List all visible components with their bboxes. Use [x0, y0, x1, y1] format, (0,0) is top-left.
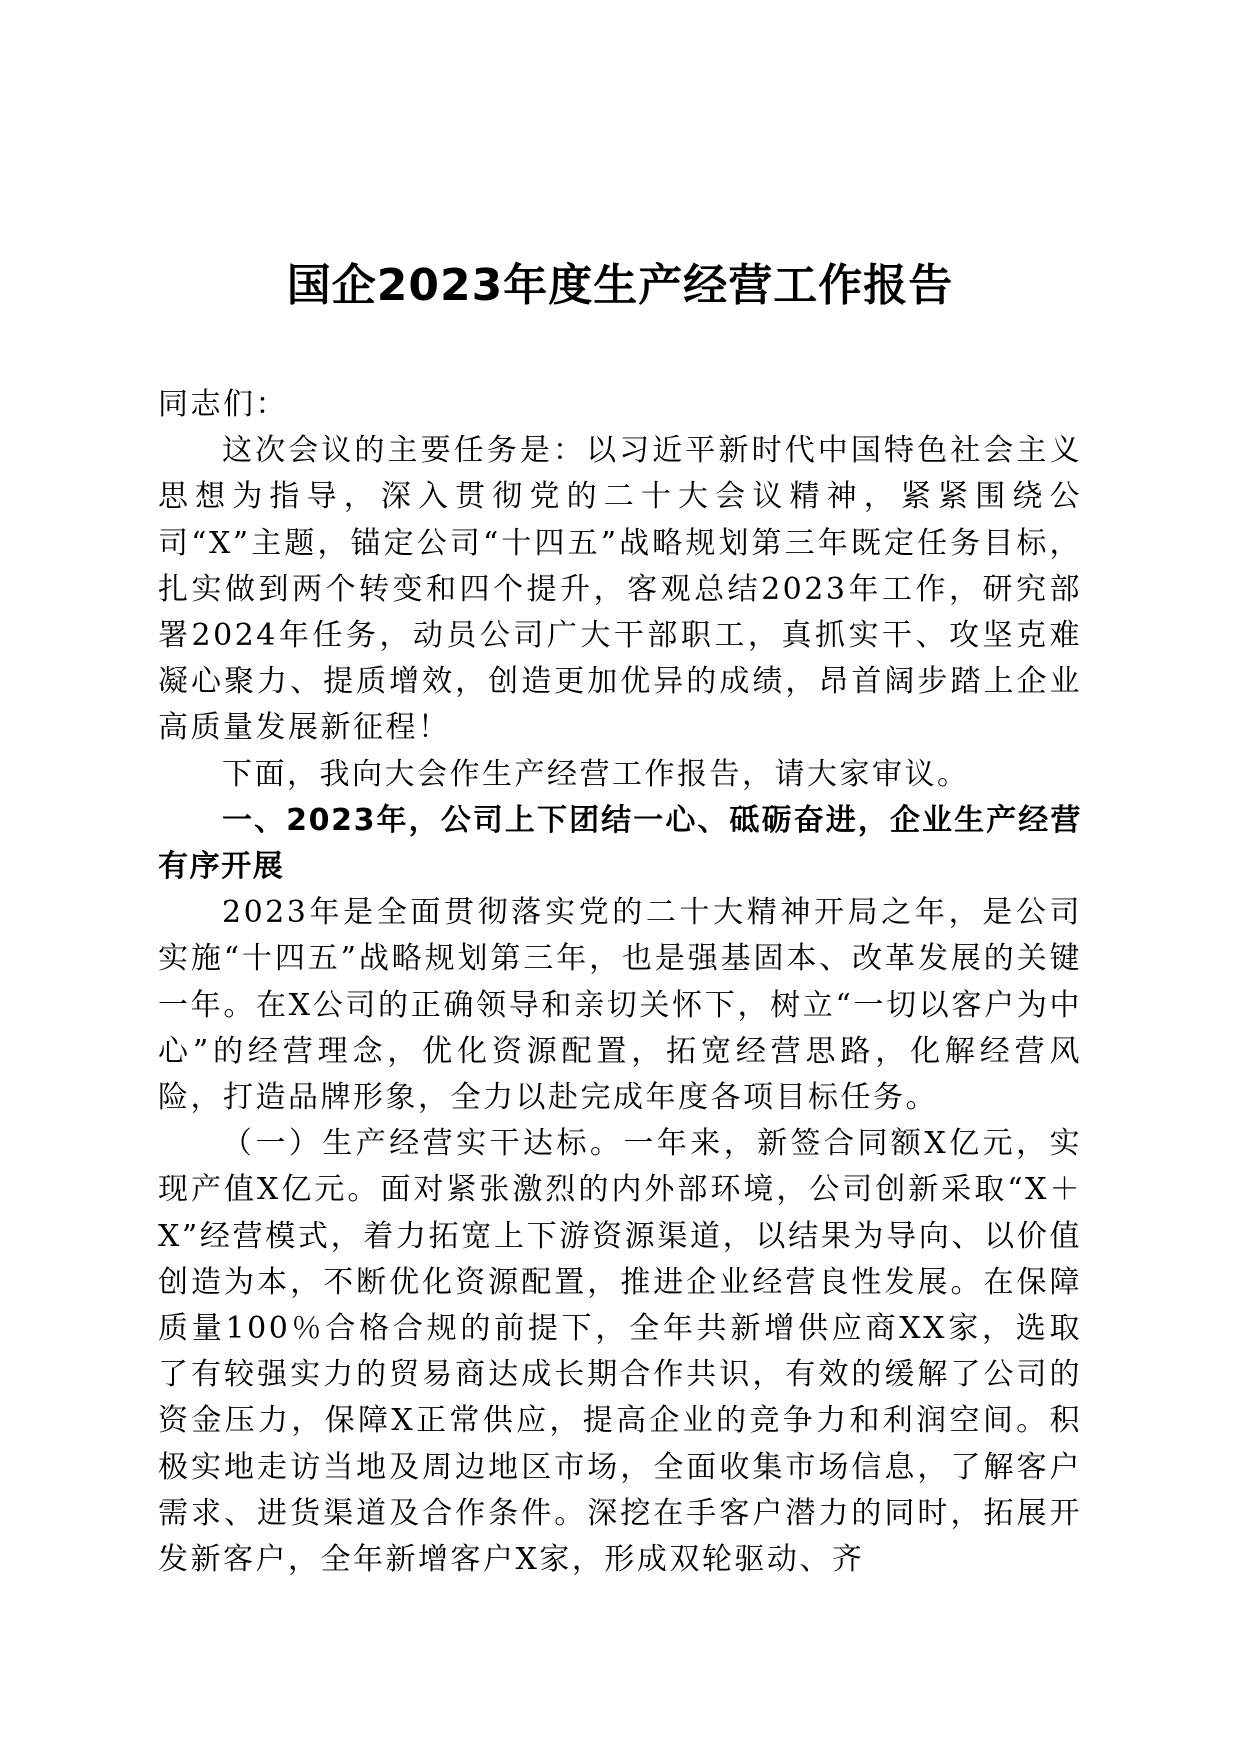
paragraph-section-overview: 2023年是全面贯彻落实党的二十大精神开局之年，是公司实施“十四五”战略规划第三年，也是强基固本、改革发展的关键一年。在X公司的正确领导和亲切关怀下，树立“一切以客户为中心”的经营理念，优化资源配置，拓宽经营思路，化解经营风险，打造品牌形象，全力以赴完成年度各项目标任务。 — [158, 895, 1082, 1116]
paragraph-subsection-production — [158, 1121, 1082, 1583]
document-page — [158, 0, 1082, 1754]
salutation: 同志们： — [158, 387, 288, 422]
subsection-label: （一）生产经营实干达标。 — [222, 1126, 624, 1162]
document-body — [158, 382, 1082, 1583]
section-heading: 一、2023年，公司上下团结一心、砥砺奋进，企业生产经营有序开展 — [158, 802, 1082, 885]
subsection-text: 一年来，新签合同额X亿元，实现产值X亿元。面对紧张激烈的内外部环境，公司创新采取“X＋X”经营模式，着力拓宽上下游资源渠道，以结果为导向、以价值创造为本，不断优化资源配置，推进企业经营良性发展。在保障质量100％合格合规的前提下，全年共新增供应商XX家，选取了有较强实力的贸易商达成长期合作共识，有效的缓解了公司的资金压力，保障X正常供应，提高企业的竞争力和利润空间。积极实地走访当地及周边地区市场，全面收集市场信息，了解客户需求、进货渠道及合作条件。深挖在手客户潜力的同时，拓展开发新客户，全年新增客户X家，形成双轮驱动、齐 — [158, 1126, 1083, 1578]
document-title: 国企2023年度生产经营工作报告 — [286, 260, 954, 311]
paragraph-meeting-tasks: 这次会议的主要任务是：以习近平新时代中国特色社会主义思想为指导，深入贯彻党的二十大会议精神，紧紧围绕公司“X”主题，锚定公司“十四五”战略规划第三年既定任务目标，扎实做到两个转变和四个提升，客观总结2023年工作，研究部署2024年任务，动员公司广大干部职工，真抓实干、攻坚克难凝心聚力、提质增效，创造更加优异的成绩，昂首阔步踏上企业高质量发展新征程！ — [158, 433, 1082, 746]
paragraph-report-intro: 下面，我向大会作生产经营工作报告，请大家审议。 — [222, 756, 970, 792]
